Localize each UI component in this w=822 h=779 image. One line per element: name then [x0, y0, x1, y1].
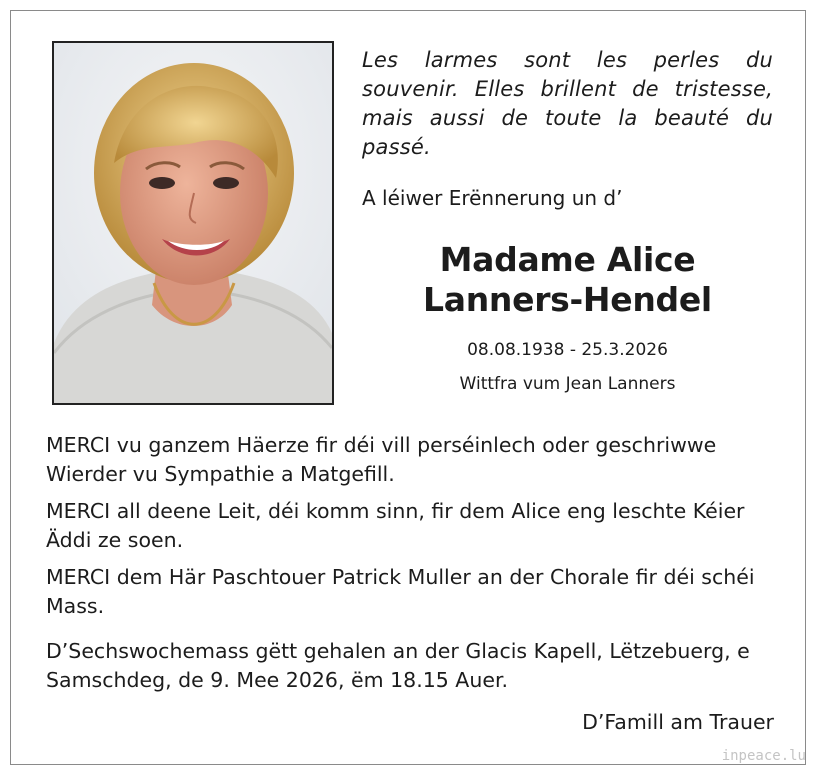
memorial-quote: Les larmes sont les perles du souvenir. Elles brillent de tristesse, mais aussi de toute la beauté du passé.: [362, 48, 773, 159]
memorial-intro: A léiwer Erënnerung un d’: [362, 186, 623, 210]
deceased-name-line-1: Madame Alice: [439, 240, 696, 279]
mass-announcement: D’Sechswochemass gëtt gehalen an der Glacis Kapell, Lëtzebuerg, e Samschdeg, de 9. Mee 2026, ëm 18.15 Auer.: [46, 639, 750, 692]
deceased-name-line-2: Lanners-Hendel: [423, 280, 712, 319]
portrait-photo: [52, 41, 334, 405]
watermark: inpeace.lu: [721, 748, 806, 764]
family-signature: D’Famill am Trauer: [582, 710, 774, 734]
relation-text: Wittfra vum Jean Lanners: [459, 374, 676, 394]
thanks-paragraph-1: MERCI vu ganzem Häerze fir déi vill perséinlech oder geschriwwe Wierder vu Sympathie a Matgefill.: [46, 433, 717, 486]
life-dates: 08.08.1938 - 25.3.2026: [467, 340, 668, 360]
deceased-name: [362, 240, 773, 320]
thanks-paragraph-3: MERCI dem Här Paschtouer Patrick Muller an der Chorale fir déi schéi Mass.: [46, 565, 755, 618]
thanks-paragraph-2: MERCI all deene Leit, déi komm sinn, fir dem Alice eng leschte Kéier Äddi ze soen.: [46, 499, 745, 552]
